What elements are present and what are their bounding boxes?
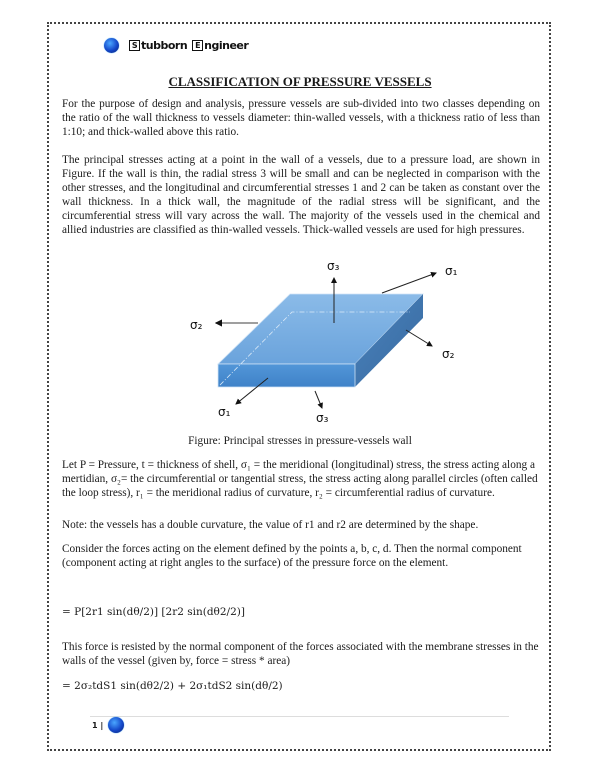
page-title: CLASSIFICATION OF PRESSURE VESSELS xyxy=(168,74,432,89)
paragraph-note: Note: the vessels has a double curvature, the value of r1 and r2 are determined by the shape. xyxy=(62,519,479,531)
label-sigma3-top: σ₃ xyxy=(327,259,340,273)
page-header xyxy=(104,38,248,53)
brand-word-2: ngineer xyxy=(204,39,249,52)
brand-initial-s: S xyxy=(129,40,140,51)
footer-divider xyxy=(90,716,509,717)
paragraph-forces: Consider the forces acting on the element defined by the points a, b, c, d. Then the normal component (component acting at right angles to the surface) of the pressure force on the element. xyxy=(62,543,522,569)
label-sigma2-left: σ₂ xyxy=(190,318,203,332)
brand-name xyxy=(129,39,248,52)
label-sigma3-bottom: σ₃ xyxy=(316,411,329,425)
paragraph-definitions: Let P = Pressure, t = thickness of shell, σ₁ = the meridional (longitudinal) stress, the stress acting along a mertidian, σ₂= the circumferential or tangential stress, the stress acting along parallel circles (often called the loop stress), r₁ = the meridional radius of curvature, r₂ = circumferential radius of curvature. xyxy=(62,459,538,499)
page-number: 1 | xyxy=(92,720,104,730)
brand-word-1: tubborn xyxy=(141,39,188,52)
label-sigma1-topright: σ₁ xyxy=(445,264,458,278)
figure-caption: Figure: Principal stresses in pressure-vessels wall xyxy=(188,435,412,447)
page-footer xyxy=(92,717,124,733)
label-sigma1-bottomleft: σ₁ xyxy=(218,405,231,419)
equation-pressure-force: = P[2r1 sin(dθ/2)] [2r2 sin(dθ2/2)] xyxy=(62,606,245,618)
globe-logo-icon xyxy=(104,38,119,53)
paragraph-membrane: This force is resisted by the normal component of the forces associated with the membrane stresses in the walls of the vessel (given by, force = stress * area) xyxy=(62,641,539,667)
paragraph-principal-stresses: The principal stresses acting at a point in the wall of a vessels, due to a pressure load, are shown in Figure. If the wall is thin, the radial stress 3 will be small and can be neglected in comparison with the other stresses, and the longitudinal and circumferential stresses 1 and 2 can be taken as constant over the wall thickness. In a thick wall, the magnitude of the radial stress will be significant, and the circumferential stress will vary across the wall. The majority of the vessels used in the chemical and allied industries are classified as thin-walled vessels. Thick-walled vessels are used for high pressures. xyxy=(62,154,540,236)
label-sigma2-right: σ₂ xyxy=(442,347,455,361)
brand-initial-e: E xyxy=(192,40,203,51)
paragraph-intro: For the purpose of design and analysis, pressure vessels are sub-divided into two classes depending on the ratio of the wall thickness to vessels diameter: thin-walled vessels, with a thickness ratio of less than 1:10; and thick-walled above this ratio. xyxy=(62,98,540,138)
principal-stresses-figure xyxy=(170,250,470,430)
globe-logo-icon xyxy=(108,717,124,733)
equation-membrane-force: = 2σ₂tdS1 sin(dθ2/2) + 2σ₁tdS2 sin(dθ/2) xyxy=(62,680,283,692)
